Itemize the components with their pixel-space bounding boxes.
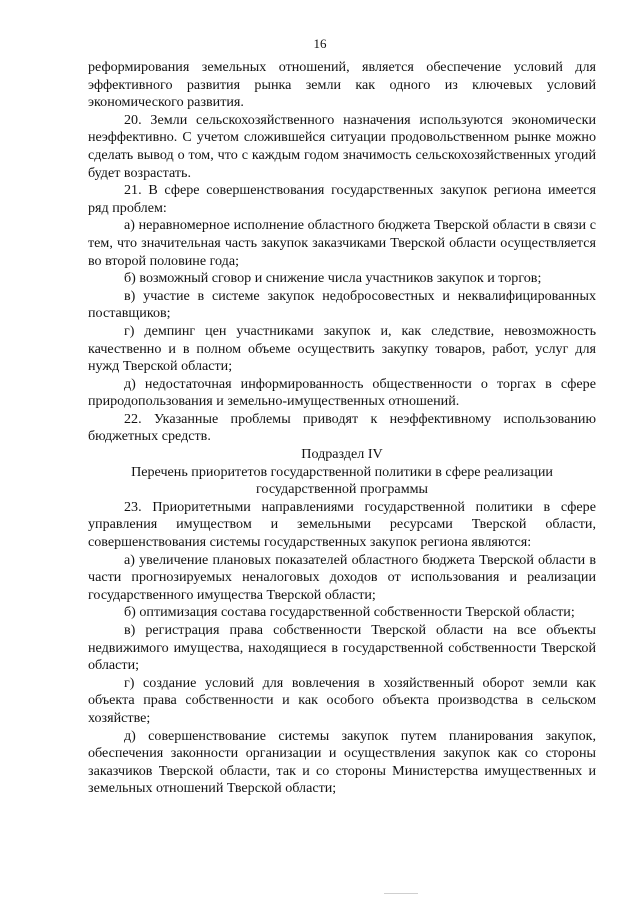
- list-item-21b: б) возможный сговор и снижение числа участников закупок и торгов;: [124, 270, 542, 287]
- list-item-21a: а) неравномерное исполнение областного бюджета Тверской области в связи с тем, что значительная часть закупок заказчиками Тверской области осуществляется во второй половине года;: [88, 217, 596, 269]
- list-item-23a: а) увеличение плановых показателей областного бюджета Тверской области в части прогнозируемых неналоговых доходов от использования и реализации государственного имущества Тверской области;: [88, 551, 596, 603]
- list-item-23b: б) оптимизация состава государственной собственности Тверской области;: [124, 604, 575, 621]
- list-item-21d: д) недостаточная информированность общественности о торгах в сфере природопользования и земельно-имущественных отношений.: [88, 375, 596, 410]
- paragraph-23: 23. Приоритетными направлениями государственной политики в сфере управления имуществом и земельными ресурсами Тверской области, совершенствования системы государственных закупок региона являются:: [88, 498, 596, 551]
- paragraph-22: 22. Указанные проблемы приводят к неэффективному использованию бюджетных средств.: [88, 410, 596, 445]
- paragraph-continuation: реформирования земельных отношений, является обеспечение условий для эффективного развития рынка земли как одного из ключевых условий экономического развития.: [88, 59, 596, 111]
- page-number: 16: [313, 36, 327, 51]
- list-item-23g: г) создание условий для вовлечения в хозяйственный оборот земли как объекта права собственности и как особого объекта производства в сельском хозяйстве;: [88, 674, 596, 726]
- list-item-21g: г) демпинг цен участниками закупок и, как следствие, невозможность качественно и в полном объеме осуществить закупку товаров, работ, услуг для нужд Тверской области;: [88, 322, 596, 375]
- document-body: [88, 59, 596, 798]
- subsection-label: Подраздел IV: [301, 446, 383, 463]
- list-item-23d: д) совершенствование системы закупок путем планирования закупок, обеспечения законности организации и осуществления закупок как со стороны заказчиков Тверской области, так и со стороны Министерства имущественных и земельных отношений Тверской области;: [88, 727, 596, 797]
- scan-artifact-line: [384, 893, 418, 894]
- paragraph-21: 21. В сфере совершенствования государственных закупок региона имеется ряд проблем:: [88, 182, 596, 216]
- list-item-23v: в) регистрация права собственности Тверской области на все объекты недвижимого имущества, находящиеся в государственной собственности Тверской области;: [88, 622, 596, 674]
- paragraph-20: 20. Земли сельскохозяйственного назначения используются экономически неэффективно. С учетом сложившейся ситуации продовольственном рынке можно сделать вывод о том, что с каждым годом значимость сельскохозяйственных угодий будет возрастать.: [88, 111, 596, 181]
- list-item-21v: в) участие в системе закупок недобросовестных и неквалифицированных поставщиков;: [88, 287, 596, 322]
- subsection-title: Перечень приоритетов государственной политики в сфере реализации государственной программы: [131, 463, 553, 498]
